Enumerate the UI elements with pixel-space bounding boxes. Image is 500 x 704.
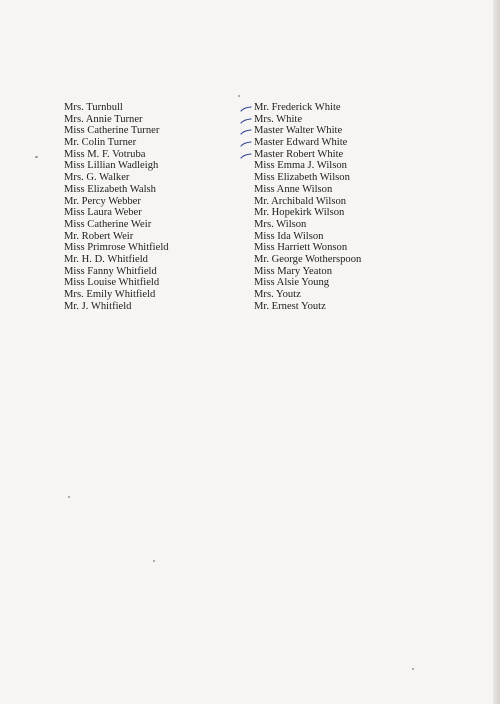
passenger-name: Mrs. Turnbull xyxy=(64,102,123,113)
pen-check-mark-icon xyxy=(240,129,252,135)
passenger-name: Miss Harriett Wonson xyxy=(254,242,348,254)
pen-check-mark-icon xyxy=(240,141,252,147)
page-edge-shadow xyxy=(493,0,500,704)
passenger-name: Mr. George Wotherspoon xyxy=(254,253,362,265)
passenger-entry xyxy=(254,231,361,243)
passenger-entry xyxy=(64,114,169,126)
pen-check-mark-icon xyxy=(240,118,252,124)
paper-speck xyxy=(35,156,38,158)
passenger-name: Master Edward White xyxy=(254,137,348,149)
passenger-name: Mr. Percy Webber xyxy=(64,195,141,207)
passenger-name: Master Walter White xyxy=(254,125,343,137)
passenger-name: Mr. Robert Weir xyxy=(64,230,134,242)
passenger-name: Mr. J. Whitfield xyxy=(64,300,132,312)
passenger-entry xyxy=(254,160,361,172)
passenger-entry xyxy=(254,125,361,137)
passenger-entry xyxy=(64,207,169,219)
passenger-entry xyxy=(254,219,361,231)
passenger-name: Mrs. Annie Turner xyxy=(64,113,143,125)
passenger-entry xyxy=(64,172,169,184)
passenger-name: Miss Catherine Weir xyxy=(64,218,152,230)
pen-check-mark-icon xyxy=(240,153,252,159)
passenger-name: Mr. Frederick White xyxy=(254,102,341,113)
passenger-name: Miss Fanny Whitfield xyxy=(64,265,157,277)
passenger-name: Miss Primrose Whitfield xyxy=(64,242,169,254)
paper-speck xyxy=(153,560,155,562)
passenger-name: Miss M. F. Votruba xyxy=(64,148,146,160)
passenger-entry xyxy=(254,207,361,219)
passenger-entry xyxy=(64,277,169,289)
passenger-entry xyxy=(64,266,169,278)
passenger-entry xyxy=(64,160,169,172)
passenger-name: Miss Mary Yeaton xyxy=(254,265,332,277)
passenger-entry xyxy=(64,231,169,243)
passenger-entry xyxy=(254,172,361,184)
passenger-name: Mr. Hopekirk Wilson xyxy=(254,207,345,219)
passenger-entry xyxy=(254,149,361,161)
passenger-column-left xyxy=(64,102,169,312)
passenger-entry xyxy=(254,184,361,196)
passenger-name: Miss Anne Wilson xyxy=(254,183,333,195)
passenger-entry xyxy=(64,149,169,161)
passenger-name: Mrs. Wilson xyxy=(254,218,307,230)
passenger-entry xyxy=(254,289,361,301)
passenger-column-right xyxy=(254,102,361,312)
passenger-entry xyxy=(254,301,361,313)
passenger-name: Miss Laura Weber xyxy=(64,207,142,219)
passenger-name: Mrs. White xyxy=(254,113,303,125)
passenger-entry xyxy=(64,184,169,196)
passenger-name: Miss Ida Wilson xyxy=(254,230,324,242)
passenger-entry xyxy=(64,254,169,266)
passenger-name: Mrs. G. Walker xyxy=(64,172,130,184)
passenger-name: Mr. Colin Turner xyxy=(64,137,137,149)
paper-speck xyxy=(412,668,414,670)
passenger-entry xyxy=(254,242,361,254)
passenger-name: Mrs. Emily Whitfield xyxy=(64,289,156,300)
passenger-entry xyxy=(64,219,169,231)
passenger-entry xyxy=(254,266,361,278)
passenger-name: Miss Elizabeth Walsh xyxy=(64,183,156,195)
passenger-entry xyxy=(254,254,361,266)
passenger-name: Miss Elizabeth Wilson xyxy=(254,172,350,184)
passenger-entry xyxy=(64,137,169,149)
passenger-entry xyxy=(64,102,169,114)
pen-check-mark-icon xyxy=(240,106,252,112)
passenger-name: Mr. Archibald Wilson xyxy=(254,195,347,207)
passenger-name: Mr. Ernest Youtz xyxy=(254,300,326,312)
passenger-name: Miss Catherine Turner xyxy=(64,125,160,137)
passenger-name: Miss Emma J. Wilson xyxy=(254,160,347,172)
passenger-name: Master Robert White xyxy=(254,148,344,160)
paper-speck xyxy=(238,95,240,97)
passenger-entry xyxy=(254,114,361,126)
passenger-name: Miss Alsie Young xyxy=(254,277,330,289)
passenger-entry xyxy=(64,196,169,208)
passenger-entry xyxy=(64,301,169,313)
passenger-entry xyxy=(254,277,361,289)
passenger-name: Mrs. Youtz xyxy=(254,289,301,300)
passenger-entry xyxy=(64,125,169,137)
passenger-name: Mr. H. D. Whitfield xyxy=(64,253,148,265)
passenger-name: Miss Lillian Wadleigh xyxy=(64,160,159,172)
paper-speck xyxy=(68,496,70,498)
passenger-entry xyxy=(254,102,361,114)
passenger-entry xyxy=(254,137,361,149)
passenger-entry xyxy=(64,242,169,254)
passenger-entry xyxy=(64,289,169,301)
passenger-entry xyxy=(254,196,361,208)
passenger-name: Miss Louise Whitfield xyxy=(64,277,160,289)
